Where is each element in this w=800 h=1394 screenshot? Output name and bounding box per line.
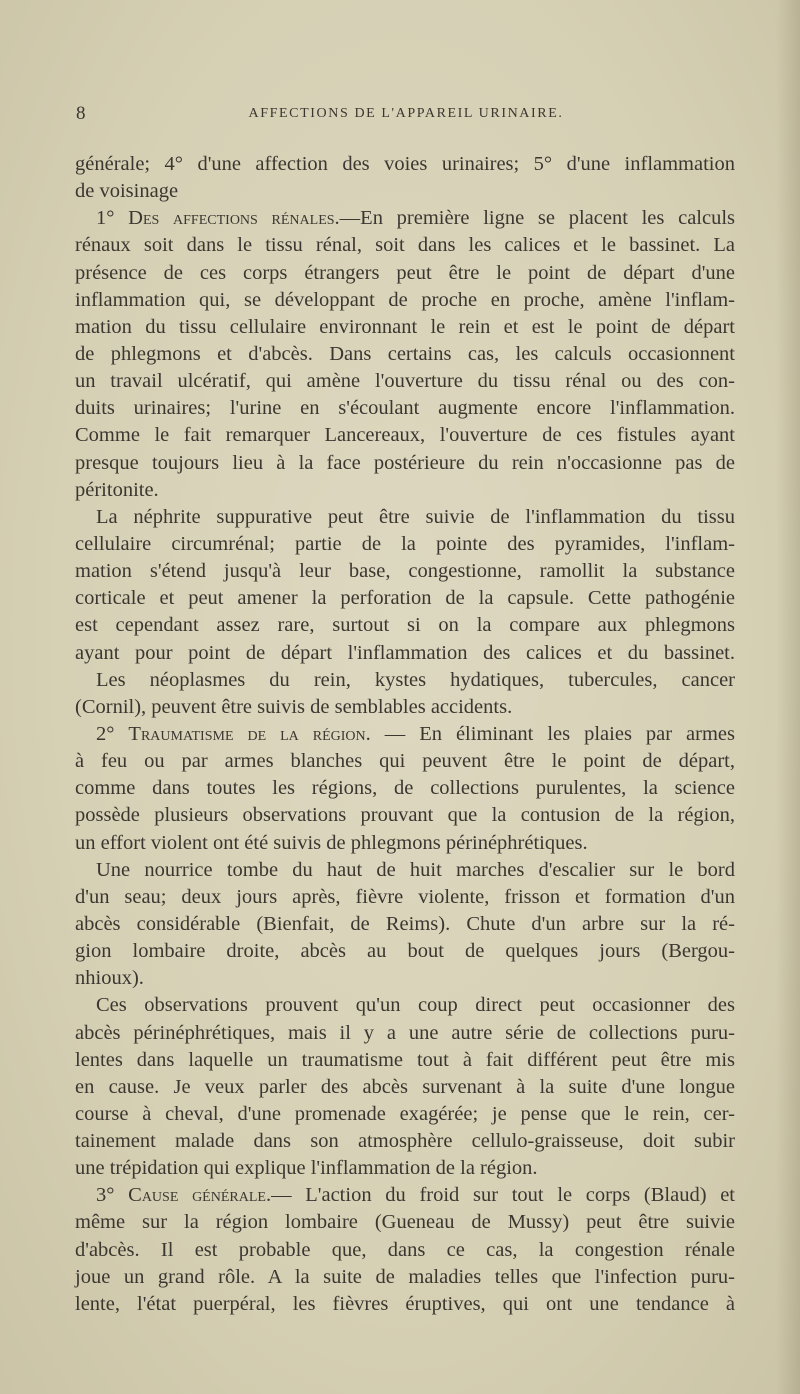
page-number: 8 xyxy=(76,103,86,124)
text-line xyxy=(75,341,735,368)
line-text: Les néoplasmes du rein, kystes hydatiques, tubercules, cancer xyxy=(96,668,735,691)
text-line xyxy=(75,477,735,504)
text-line xyxy=(75,1209,735,1236)
line-text: lente, l'état puerpéral, les fièvres éruptives, qui ont une tendance à xyxy=(75,1292,735,1315)
line-text: même sur la région lombaire (Gueneau de Mussy) peut être suivie xyxy=(75,1211,735,1234)
line-text: péritonite. xyxy=(75,478,159,501)
text-line xyxy=(75,232,735,259)
text-line xyxy=(75,1155,735,1182)
line-text: d'abcès. Il est probable que, dans ce cas, la congestion rénale xyxy=(75,1238,735,1261)
text-line xyxy=(75,612,735,639)
text-line xyxy=(75,151,735,178)
line-text: Comme le fait remarquer Lancereaux, l'ouverture de ces fistules ayant xyxy=(75,424,735,447)
line-text: abcès périnéphrétiques, mais il y a une autre série de collections puru- xyxy=(75,1021,735,1044)
line-text: inflammation qui, se développant de proche en proche, amène l'inflam- xyxy=(75,288,735,311)
text-line xyxy=(75,911,735,938)
text-line xyxy=(75,314,735,341)
section-heading-line xyxy=(75,1182,735,1209)
text-line xyxy=(75,1264,735,1291)
text-line xyxy=(75,368,735,395)
text-line xyxy=(75,260,735,287)
line-text: joue un grand rôle. A la suite de maladies telles que l'infection puru- xyxy=(75,1265,735,1288)
line-text: duits urinaires; l'urine en s'écoulant augmente encore l'inflammation. xyxy=(75,397,735,420)
page-edge-shadow xyxy=(776,0,800,1394)
text-line xyxy=(75,775,735,802)
line-text: possède plusieurs observations prouvant que la contusion de la région, xyxy=(75,804,735,827)
line-text: à feu ou par armes blanches qui peuvent être le point de départ, xyxy=(75,750,735,773)
text-line xyxy=(75,1074,735,1101)
line-text: comme dans toutes les régions, de collections purulentes, la science xyxy=(75,777,735,800)
text-line xyxy=(75,531,735,558)
running-title: AFFECTIONS DE L'APPAREIL URINAIRE. xyxy=(248,106,564,121)
line-text: gion lombaire droite, abcès au bout de quelques jours (Bergou- xyxy=(75,940,735,963)
line-text: course à cheval, d'une promenade exagérée; je pense que le rein, cer- xyxy=(75,1102,735,1125)
line-text: un effort violent ont été suivis de phlegmons périnéphrétiques. xyxy=(75,831,588,854)
text-line xyxy=(75,1128,735,1155)
text-line xyxy=(75,395,735,422)
line-text: tainement malade dans son atmosphère cellulo-graisseuse, doit subir xyxy=(75,1130,735,1153)
line-text: d'un seau; deux jours après, fièvre violente, frisson et formation d'un xyxy=(75,885,735,908)
section-number: 2° xyxy=(96,722,129,745)
line-text: —En première ligne se placent les calculs xyxy=(339,207,736,230)
text-line xyxy=(75,1101,735,1128)
line-text: une trépidation qui explique l'inflammation de la région. xyxy=(75,1157,538,1180)
text-line xyxy=(75,1237,735,1264)
body-text xyxy=(75,151,735,1318)
text-line xyxy=(75,802,735,829)
line-text: La néphrite suppurative peut être suivie de l'inflammation du tissu xyxy=(96,505,735,528)
section-heading-line xyxy=(75,721,735,748)
page-header xyxy=(76,103,736,129)
text-line xyxy=(75,830,735,857)
line-text: nhioux). xyxy=(75,967,144,990)
line-text: en cause. Je veux parler des abcès survenant à la suite d'une longue xyxy=(75,1075,735,1098)
text-line xyxy=(75,558,735,585)
line-text: de phlegmons et d'abcès. Dans certains cas, les calculs occasionnent xyxy=(75,342,735,365)
text-line xyxy=(75,178,735,205)
text-line xyxy=(75,938,735,965)
text-line xyxy=(75,965,735,992)
line-text: (Cornil), peuvent être suivis de semblables accidents. xyxy=(75,695,513,718)
line-text: ayant pour point de départ l'inflammation des calices et du bassinet. xyxy=(75,641,735,664)
line-text: abcès considérable (Bienfait, de Reims). Chute d'un arbre sur la ré- xyxy=(75,912,735,935)
section-title: Cause générale. xyxy=(128,1184,272,1207)
line-text: corticale et peut amener la perforation de la capsule. Cette pathogénie xyxy=(75,587,735,610)
section-number: 1° xyxy=(96,207,129,230)
line-text: un travail ulcératif, qui amène l'ouverture du tissu rénal ou des con- xyxy=(75,370,735,393)
text-line xyxy=(75,1020,735,1047)
text-line xyxy=(75,992,735,1019)
text-line xyxy=(75,857,735,884)
section-number: 3° xyxy=(96,1184,129,1207)
line-text: lentes dans laquelle un traumatisme tout à fait différent peut être mis xyxy=(75,1048,735,1071)
line-text: est cependant assez rare, surtout si on la compare aux phlegmons xyxy=(75,614,735,637)
line-text: mation du tissu cellulaire environnant le rein et est le point de départ xyxy=(75,315,735,338)
line-text: presque toujours lieu à la face postérieure du rein n'occasionne pas de xyxy=(75,451,735,474)
line-text: — L'action du froid sur tout le corps (Blaud) et xyxy=(271,1184,736,1207)
text-line xyxy=(75,450,735,477)
section-title: Traumatisme de la région. xyxy=(128,722,371,745)
line-text: Une nourrice tombe du haut de huit marches d'escalier sur le bord xyxy=(96,858,735,881)
section-title: Des affections rénales. xyxy=(128,207,340,230)
text-line xyxy=(75,422,735,449)
line-text: — En éliminant les plaies par armes xyxy=(370,722,735,745)
text-line xyxy=(75,884,735,911)
line-text: mation s'étend jusqu'à leur base, congestionne, ramollit la substance xyxy=(75,560,735,583)
text-line xyxy=(75,640,735,667)
line-text: rénaux soit dans le tissu rénal, soit dans les calices et le bassinet. La xyxy=(75,234,735,257)
text-line xyxy=(75,504,735,531)
text-line xyxy=(75,748,735,775)
line-text: générale; 4° d'une affection des voies urinaires; 5° d'une inflammation xyxy=(75,153,735,175)
text-line xyxy=(75,667,735,694)
section-heading-line xyxy=(75,205,735,232)
text-line xyxy=(75,694,735,721)
line-text: de voisinage xyxy=(75,180,179,203)
line-text: présence de ces corps étrangers peut être le point de départ d'une xyxy=(75,261,735,284)
text-line xyxy=(75,1047,735,1074)
text-line xyxy=(75,287,735,314)
line-text: cellulaire circumrénal; partie de la pointe des pyramides, l'inflam- xyxy=(75,532,735,555)
text-line xyxy=(75,585,735,612)
text-line xyxy=(75,1291,735,1318)
line-text: Ces observations prouvent qu'un coup direct peut occasionner des xyxy=(96,994,735,1017)
